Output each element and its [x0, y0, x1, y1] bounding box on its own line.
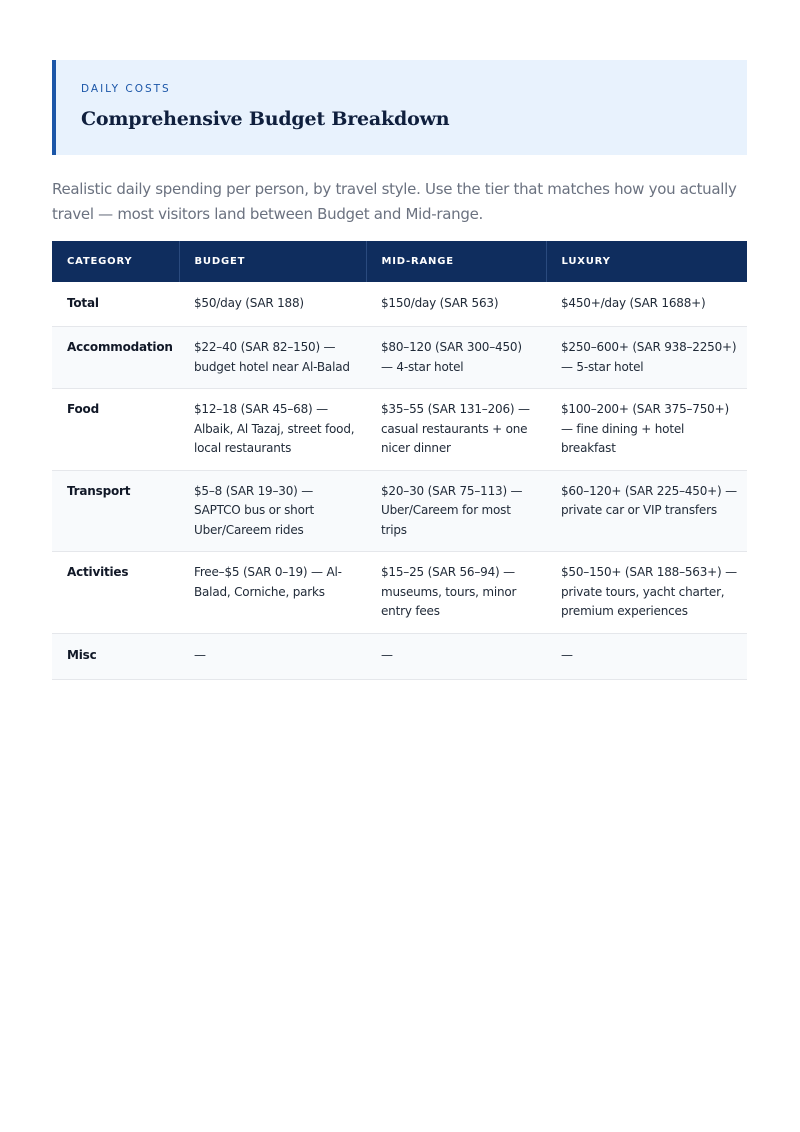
cell-luxury: $250–600+ (SAR 938–2250+) — 5-star hotel — [546, 327, 747, 389]
table-row — [52, 470, 747, 552]
row-category: Misc — [52, 633, 179, 680]
row-category: Total — [52, 282, 179, 327]
cell-budget: $5–8 (SAR 19–30) — SAPTCO bus or short Uber/Careem rides — [179, 470, 366, 552]
cell-mid-range: — — [366, 633, 546, 680]
section-title: Comprehensive Budget Breakdown — [81, 108, 450, 130]
cell-mid-range: $150/day (SAR 563) — [366, 282, 546, 327]
section-header — [52, 60, 747, 155]
cell-mid-range: $15–25 (SAR 56–94) — museums, tours, minor entry fees — [366, 552, 546, 634]
table-row — [52, 633, 747, 680]
cell-budget: Free–$5 (SAR 0–19) — Al-Balad, Corniche, parks — [179, 552, 366, 634]
table-row — [52, 282, 747, 327]
table-header-row — [52, 241, 747, 282]
cell-budget: $12–18 (SAR 45–68) — Albaik, Al Tazaj, street food, local restaurants — [179, 389, 366, 471]
cell-luxury: $60–120+ (SAR 225–450+) — private car or VIP transfers — [546, 470, 747, 552]
row-category: Transport — [52, 470, 179, 552]
cell-mid-range: $35–55 (SAR 131–206) — casual restaurants + one nicer dinner — [366, 389, 546, 471]
table-row — [52, 552, 747, 634]
row-category: Food — [52, 389, 179, 471]
cell-mid-range: $20–30 (SAR 75–113) — Uber/Careem for most trips — [366, 470, 546, 552]
row-category: Activities — [52, 552, 179, 634]
table-row — [52, 327, 747, 389]
header-mid-range: MID-RANGE — [366, 241, 546, 282]
cell-budget: $22–40 (SAR 82–150) — budget hotel near Al-Balad — [179, 327, 366, 389]
header-luxury: LUXURY — [546, 241, 747, 282]
cell-luxury: $450+/day (SAR 1688+) — [546, 282, 747, 327]
cell-budget: — — [179, 633, 366, 680]
header-category: CATEGORY — [52, 241, 179, 282]
cell-luxury: — — [546, 633, 747, 680]
cell-luxury: $100–200+ (SAR 375–750+) — fine dining + hotel breakfast — [546, 389, 747, 471]
table-row — [52, 389, 747, 471]
cell-luxury: $50–150+ (SAR 188–563+) — private tours, yacht charter, premium experiences — [546, 552, 747, 634]
row-category: Accommodation — [52, 327, 179, 389]
intro-paragraph: Realistic daily spending per person, by travel style. Use the tier that matches how you actually travel — most visitors land between Budget and Mid-range. — [52, 180, 737, 223]
budget-table — [52, 241, 747, 680]
header-budget: BUDGET — [179, 241, 366, 282]
cell-budget: $50/day (SAR 188) — [179, 282, 366, 327]
section-eyebrow: DAILY COSTS — [81, 83, 171, 95]
cell-mid-range: $80–120 (SAR 300–450) — 4-star hotel — [366, 327, 546, 389]
